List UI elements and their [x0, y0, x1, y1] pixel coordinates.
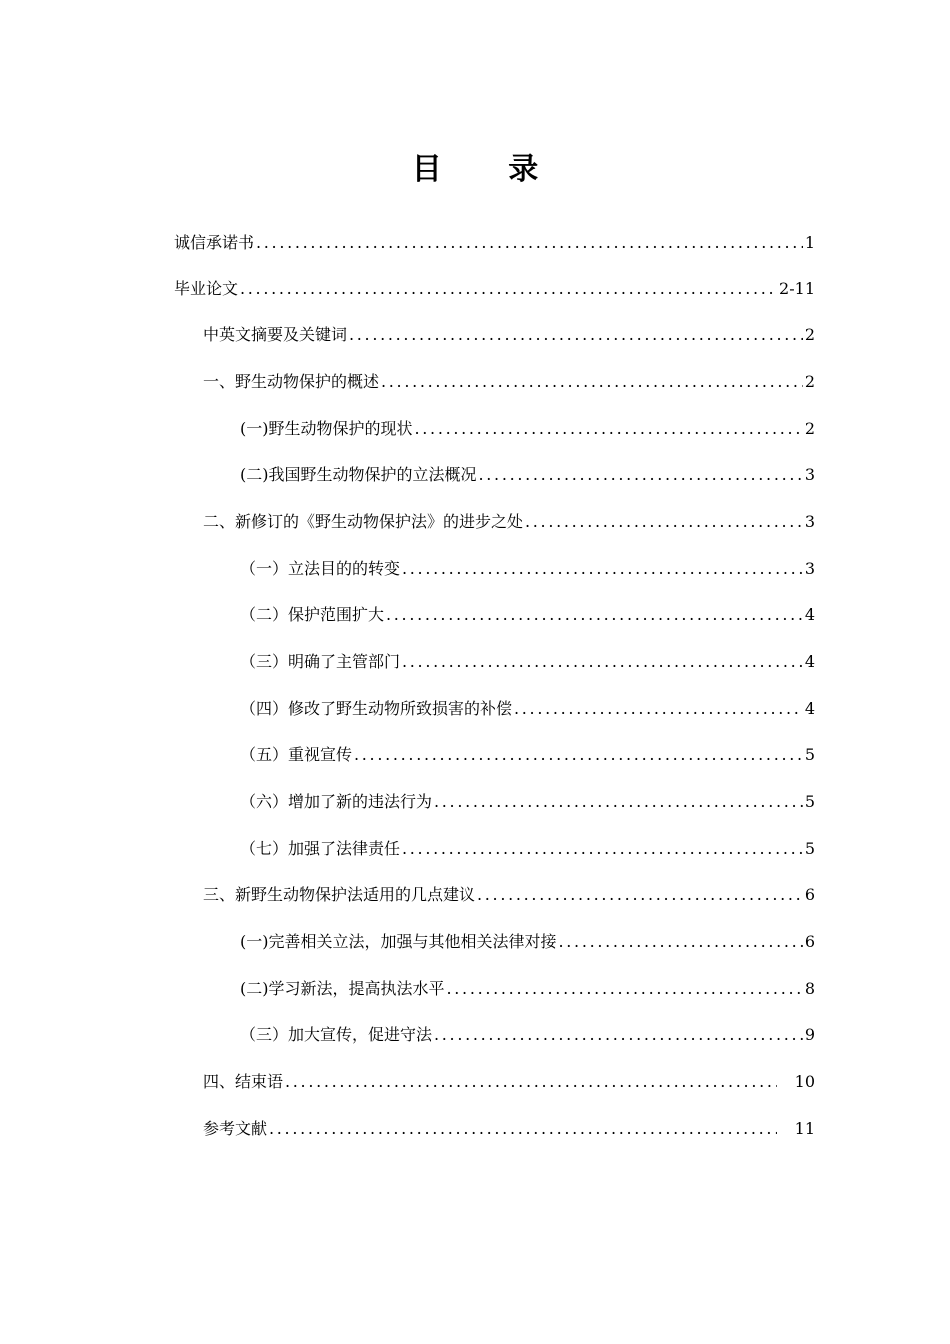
toc-entry-label: 二、新修订的《野生动物保护法》的进步之处 [203, 512, 524, 531]
toc-dot-leader [386, 602, 803, 628]
toc-dot-leader [434, 789, 803, 815]
toc-entry-section-1[interactable] [203, 369, 815, 395]
toc-entry-label: （二）保护范围扩大 [240, 605, 385, 624]
toc-page-number: 4 [804, 605, 815, 624]
toc-page-number: 6 [804, 885, 815, 904]
toc-page-number: 11 [794, 1119, 815, 1138]
toc-page-number: 3 [804, 559, 815, 578]
toc-dot-leader [514, 696, 803, 722]
toc-page-number: 10 [794, 1072, 815, 1091]
toc-entry-integrity-pledge[interactable] [174, 230, 815, 256]
toc-page-number: 2 [804, 372, 815, 391]
toc-entry-section-2[interactable] [203, 509, 815, 535]
toc-dot-leader [269, 1116, 777, 1142]
toc-dot-leader [354, 742, 803, 768]
toc-dot-leader [240, 276, 777, 302]
toc-page-number: 2 [804, 325, 815, 344]
toc-entry-section-2-2[interactable] [240, 602, 815, 628]
toc-dot-leader [349, 322, 803, 348]
toc-page-number: 4 [804, 652, 815, 671]
toc-entry-label: (一)完善相关立法，加强与其他相关法律对接 [240, 932, 557, 951]
toc-entry-label: (二)学习新法，提高执法水平 [240, 979, 445, 998]
toc-page-number: 9 [804, 1025, 815, 1044]
toc-page-number: 3 [804, 512, 815, 531]
toc-dot-leader [415, 416, 803, 442]
toc-page-number: 5 [804, 839, 815, 858]
toc-entry-section-2-1[interactable] [240, 556, 815, 582]
toc-entry-label: （七）加强了法律责任 [240, 839, 401, 858]
toc-page-number: 5 [804, 745, 815, 764]
toc-entry-label: 毕业论文 [174, 279, 239, 298]
toc-entry-section-2-5[interactable] [240, 742, 815, 768]
toc-page-number: 2-11 [779, 279, 815, 298]
toc-entry-section-4[interactable] [203, 1069, 815, 1095]
toc-entry-label: 参考文献 [203, 1119, 268, 1138]
toc-page-number: 4 [804, 699, 815, 718]
toc-page-number: 2 [804, 419, 815, 438]
toc-dot-leader [525, 509, 803, 535]
toc-dot-leader [479, 462, 803, 488]
toc-dot-leader [285, 1069, 777, 1095]
toc-entry-label: 三、新野生动物保护法适用的几点建议 [203, 885, 476, 904]
toc-entry-label: （一）立法目的的转变 [240, 559, 401, 578]
toc-page-number: 1 [804, 233, 815, 252]
toc-dot-leader [402, 649, 803, 675]
toc-entry-label: 诚信承诺书 [174, 233, 255, 252]
toc-entry-section-3-1[interactable] [240, 929, 815, 955]
toc-entry-references[interactable] [203, 1116, 815, 1142]
toc-entry-label: （三）明确了主管部门 [240, 652, 401, 671]
toc-dot-leader [256, 230, 803, 256]
toc-entry-label: 中英文摘要及关键词 [203, 325, 348, 344]
toc-entry-section-2-4[interactable] [240, 696, 815, 722]
toc-page-number: 3 [804, 465, 815, 484]
toc-page-number: 8 [804, 979, 815, 998]
toc-entry-section-3-3[interactable] [240, 1022, 815, 1048]
toc-dot-leader [559, 929, 803, 955]
toc-entry-section-1-1[interactable] [240, 416, 815, 442]
toc-entry-label: 四、结束语 [203, 1072, 284, 1091]
toc-dot-leader [477, 882, 803, 908]
toc-entry-section-1-2[interactable] [240, 462, 815, 488]
toc-entry-label: (二)我国野生动物保护的立法概况 [240, 465, 477, 484]
toc-entry-section-3[interactable] [203, 882, 815, 908]
toc-page-number: 6 [804, 932, 815, 951]
toc-entry-section-3-2[interactable] [240, 976, 815, 1002]
toc-entry-section-2-3[interactable] [240, 649, 815, 675]
toc-entry-section-2-7[interactable] [240, 836, 815, 862]
toc-page-number: 5 [804, 792, 815, 811]
toc-dot-leader [434, 1022, 803, 1048]
toc-entry-label: (一)野生动物保护的现状 [240, 419, 413, 438]
toc-entry-abstract[interactable] [203, 322, 815, 348]
toc-entry-label: 一、野生动物保护的概述 [203, 372, 380, 391]
toc-entry-label: （六）增加了新的违法行为 [240, 792, 433, 811]
toc-entry-thesis[interactable] [174, 276, 815, 302]
toc-dot-leader [402, 556, 803, 582]
toc-entry-label: （三）加大宣传，促进守法 [240, 1025, 433, 1044]
toc-entry-section-2-6[interactable] [240, 789, 815, 815]
page-title: 目 录 [411, 152, 567, 187]
toc-dot-leader [381, 369, 803, 395]
toc-entry-label: （四）修改了野生动物所致损害的补偿 [240, 699, 513, 718]
toc-dot-leader [447, 976, 803, 1002]
toc-entry-label: （五）重视宣传 [240, 745, 353, 764]
toc-dot-leader [402, 836, 803, 862]
